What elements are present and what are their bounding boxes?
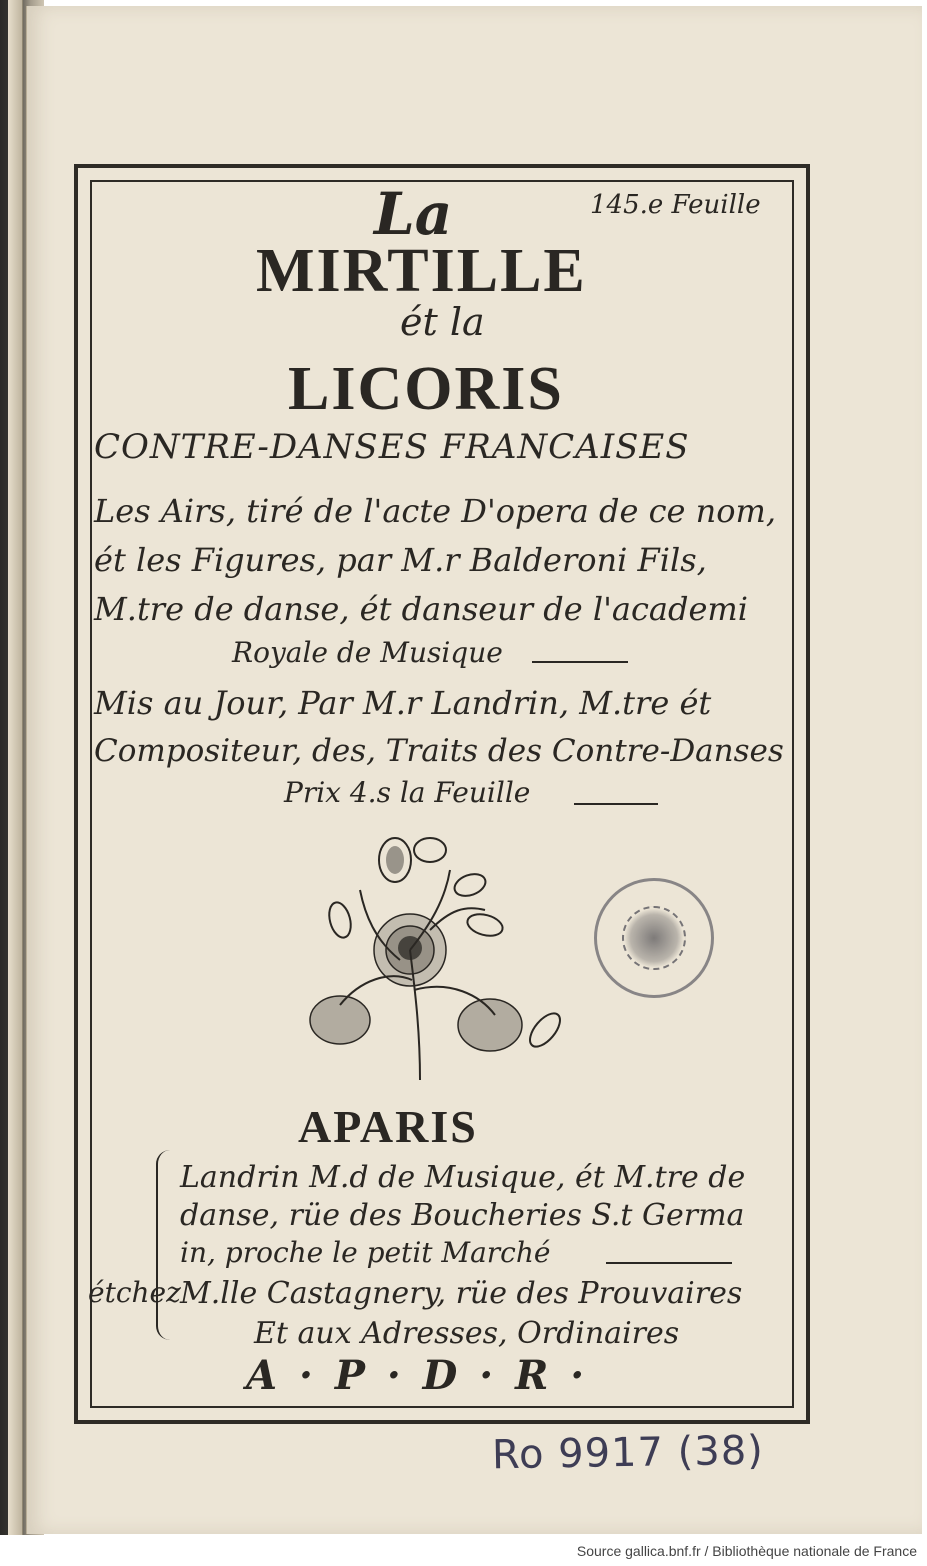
- description-line-2: ét les Figures, par M.r Balderoni Fils,: [94, 541, 707, 579]
- imprint-city: APARIS: [298, 1101, 478, 1152]
- title-second: LICORIS: [288, 355, 564, 423]
- description-line-5: Mis au Jour, Par M.r Landrin, M.tre ét: [94, 684, 712, 722]
- title-main: MIRTILLE: [256, 237, 587, 305]
- description-line-4: Royale de Musique: [232, 636, 503, 669]
- sheet-number: 145.e Feuille: [590, 190, 761, 220]
- price-line: Prix 4.s la Feuille: [284, 776, 531, 809]
- privilege-mark: A · P · D · R ·: [246, 1352, 589, 1399]
- chez-label: étchez: [88, 1276, 181, 1309]
- description-line-1: Les Airs, tiré de l'acte D'opera de ce nom,: [94, 492, 776, 530]
- description-line-6: Compositeur, des, Traits des Contre-Danses: [94, 733, 784, 769]
- address-line-3: in, proche le petit Marché: [180, 1236, 551, 1269]
- rose-ornament: [280, 830, 570, 1090]
- rule-3: [606, 1262, 732, 1264]
- description-line-3: M.tre de danse, ét danseur de l'academi: [94, 590, 748, 628]
- source-credit: Source gallica.bnf.fr / Bibliothèque nationale de France: [576, 1543, 917, 1559]
- title-conjunction: ét la: [400, 300, 485, 344]
- address-line-5: Et aux Adresses, Ordinaires: [254, 1316, 680, 1351]
- title-article: La: [374, 180, 453, 248]
- address-line-2: danse, rüe des Boucheries S.t Germa: [180, 1198, 745, 1233]
- address-brace: [156, 1150, 182, 1340]
- footer: [0, 1535, 927, 1566]
- address-line-1: Landrin M.d de Musique, ét M.tre de: [180, 1160, 746, 1195]
- rule-2: [574, 803, 658, 805]
- rule-1: [532, 661, 628, 663]
- shelfmark: Ro 9917 (38): [491, 1427, 765, 1479]
- library-stamp-center: [622, 906, 686, 970]
- page-edge: [8, 0, 23, 1535]
- subtitle: CONTRE-DANSES FRANCAISES: [94, 427, 690, 467]
- address-line-4: M.lle Castagnery, rüe des Prouvaires: [180, 1276, 743, 1311]
